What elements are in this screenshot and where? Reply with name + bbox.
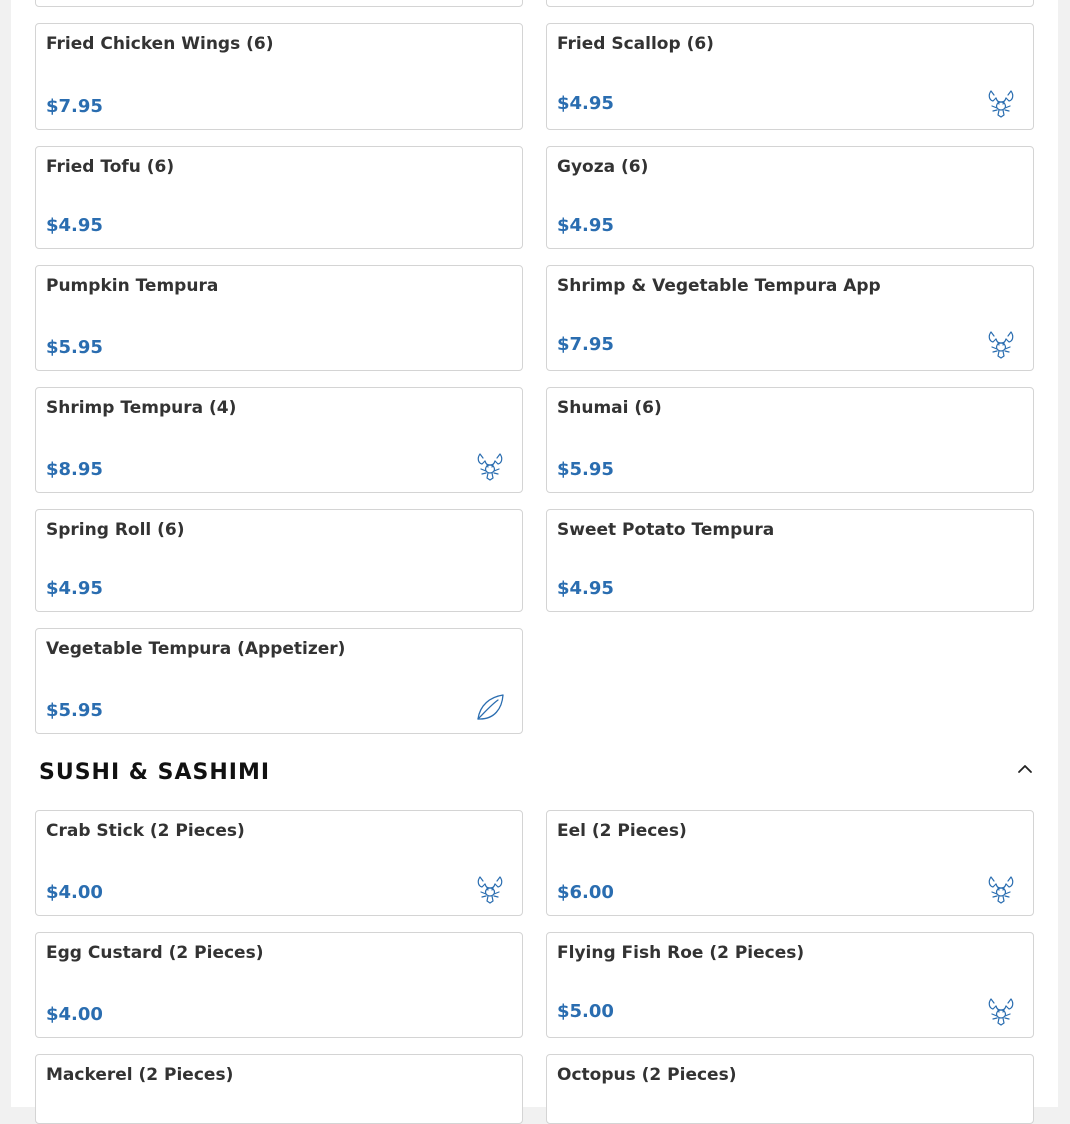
menu-item-price: $6.00 bbox=[557, 882, 614, 903]
menu-item-name: Pumpkin Tempura bbox=[46, 276, 219, 296]
menu-item-name: Spring Roll (6) bbox=[46, 520, 185, 540]
shellfish-icon bbox=[985, 328, 1017, 360]
menu-item-name: Sweet Potato Tempura bbox=[557, 520, 775, 540]
menu-item-price: $4.95 bbox=[46, 578, 103, 599]
menu-item-price: $8.95 bbox=[46, 459, 103, 480]
menu-item-price: $5.95 bbox=[557, 459, 614, 480]
menu-item-price: $7.95 bbox=[46, 96, 103, 117]
menu-item-card[interactable] bbox=[546, 1054, 1034, 1124]
vegetarian-leaf-icon bbox=[474, 691, 506, 723]
menu-item-price: $4.00 bbox=[46, 882, 103, 903]
chevron-up-icon[interactable] bbox=[1014, 758, 1036, 780]
menu-item-card[interactable] bbox=[35, 387, 523, 493]
menu-item-price: $5.95 bbox=[46, 700, 103, 721]
menu-item-price: $4.00 bbox=[46, 1004, 103, 1025]
menu-item-price: $4.95 bbox=[557, 93, 614, 114]
menu-item-name: Fried Scallop (6) bbox=[557, 34, 714, 54]
menu-item-name: Shrimp & Vegetable Tempura App bbox=[557, 276, 881, 296]
menu-item-price: $4.95 bbox=[46, 215, 103, 236]
menu-item-card[interactable] bbox=[546, 23, 1034, 130]
menu-item-card[interactable] bbox=[546, 810, 1034, 916]
menu-item-card[interactable] bbox=[35, 932, 523, 1038]
menu-item-card[interactable] bbox=[546, 265, 1034, 371]
menu-item-card[interactable] bbox=[546, 146, 1034, 249]
shellfish-icon bbox=[985, 995, 1017, 1027]
menu-item-price: $4.95 bbox=[557, 215, 614, 236]
menu-item-card-partial[interactable] bbox=[35, 0, 523, 7]
menu-item-name: Eel (2 Pieces) bbox=[557, 821, 687, 841]
menu-item-card-partial[interactable] bbox=[546, 0, 1034, 7]
menu-item-card[interactable] bbox=[35, 810, 523, 916]
shellfish-icon bbox=[474, 450, 506, 482]
shellfish-icon bbox=[474, 873, 506, 905]
menu-item-name: Shrimp Tempura (4) bbox=[46, 398, 237, 418]
menu-item-name: Crab Stick (2 Pieces) bbox=[46, 821, 245, 841]
menu-item-card[interactable] bbox=[35, 146, 523, 249]
section-title: SUSHI & SASHIMI bbox=[39, 760, 271, 785]
menu-item-card[interactable] bbox=[546, 932, 1034, 1038]
menu-item-card[interactable] bbox=[546, 509, 1034, 612]
menu-item-name: Egg Custard (2 Pieces) bbox=[46, 943, 264, 963]
menu-item-name: Fried Tofu (6) bbox=[46, 157, 175, 177]
shellfish-icon bbox=[985, 87, 1017, 119]
menu-item-name: Gyoza (6) bbox=[557, 157, 649, 177]
menu-item-price: $5.95 bbox=[46, 337, 103, 358]
menu-item-name: Flying Fish Roe (2 Pieces) bbox=[557, 943, 805, 963]
menu-item-price: $4.95 bbox=[557, 578, 614, 599]
menu-item-card[interactable] bbox=[35, 509, 523, 612]
menu-item-card[interactable] bbox=[35, 628, 523, 734]
menu-item-name: Mackerel (2 Pieces) bbox=[46, 1065, 234, 1085]
menu-item-price: $5.00 bbox=[557, 1001, 614, 1022]
menu-item-card[interactable] bbox=[546, 387, 1034, 493]
menu-item-card[interactable] bbox=[35, 23, 523, 130]
menu-item-name: Shumai (6) bbox=[557, 398, 662, 418]
menu-item-price: $7.95 bbox=[557, 334, 614, 355]
menu-item-name: Fried Chicken Wings (6) bbox=[46, 34, 274, 54]
menu-item-name: Octopus (2 Pieces) bbox=[557, 1065, 737, 1085]
shellfish-icon bbox=[985, 873, 1017, 905]
menu-item-card[interactable] bbox=[35, 265, 523, 371]
menu-item-card[interactable] bbox=[35, 1054, 523, 1124]
menu-item-name: Vegetable Tempura (Appetizer) bbox=[46, 639, 346, 659]
